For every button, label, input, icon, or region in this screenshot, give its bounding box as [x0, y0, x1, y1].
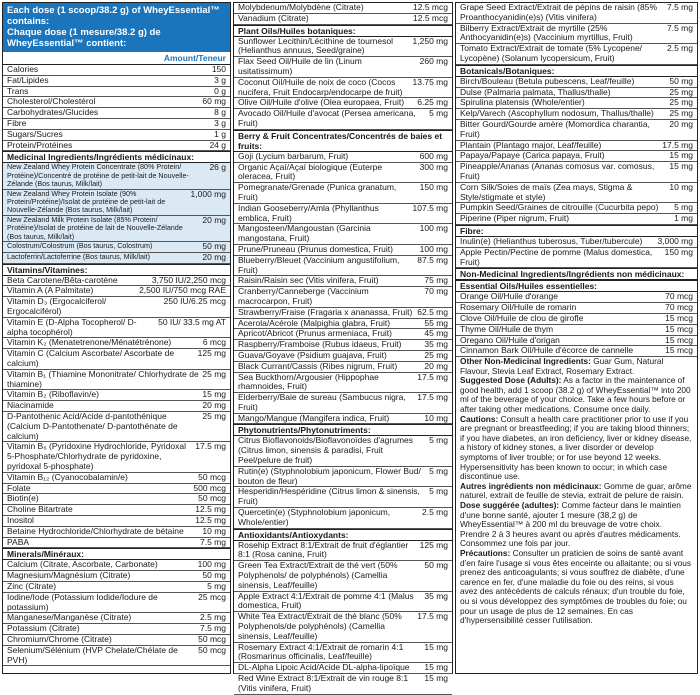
ingredient-row	[234, 592, 452, 613]
ingredient-amount: 25 mg	[669, 86, 693, 97]
ingredient-name: Vitamin D₃ (Ergocalciferol/ Ergocalciférol)	[7, 296, 107, 317]
ingredient-amount: 8 g	[214, 107, 226, 118]
ingredient-amount: 20 mg	[424, 360, 448, 371]
ingredient-row	[3, 527, 230, 538]
ingredient-name: Molybdenum/Molybdène (Citrate)	[238, 2, 364, 12]
ingredient-amount: 17.5 mg	[195, 441, 226, 452]
ingredient-row	[3, 538, 230, 549]
ingredient-row	[456, 77, 697, 88]
ingredient-name: Grape Seed Extract/Extrait de pépins de raisin (85% Proanthocyanidin(e)s) (Vitis vinifera)	[460, 2, 658, 22]
column-1-list	[3, 65, 230, 666]
ingredient-amount: 60 mg	[202, 96, 226, 107]
ingredient-amount: 100 mg	[419, 243, 448, 254]
ingredient-row	[456, 325, 697, 336]
ingredient-name: Vitamin A (A Palmitate)	[7, 285, 94, 296]
ingredient-name: Biotin(e)	[7, 493, 39, 504]
ingredient-amount: 17.5 mg	[417, 371, 448, 382]
ingredient-row	[3, 412, 230, 442]
ingredient-row	[3, 216, 230, 242]
ingredient-row	[3, 130, 230, 141]
ingredient-amount: 15 mg	[202, 389, 226, 400]
ingredient-name: Pineapple/Ananas (Ananas comosus var. comosus, Fruit)	[460, 161, 655, 181]
ingredient-amount: 7.5 mg	[200, 623, 226, 634]
ingredient-amount: 5 mg	[429, 108, 448, 119]
ingredient-amount: 3,750 IU/2,250 mcg	[151, 274, 226, 285]
ingredient-name: Calories	[7, 64, 39, 74]
section-heading: Berry & Fruit Concentrates/Concentrés de baies et fruits:	[234, 130, 452, 152]
ingredient-row	[3, 473, 230, 484]
ingredient-name: Potassium (Citrate)	[7, 623, 80, 634]
ingredient-amount: 62.5 mg	[417, 306, 448, 317]
ingredient-name: Corn Silk/Soies de maïs (Zea mays, Stigma & Style/stigmate et style)	[460, 181, 633, 202]
ingredient-name: Calcium (Citrate, Ascorbate, Carbonate)	[7, 559, 158, 570]
ingredient-name: Sea Buckthorn/Argousier (Hippophae rhamnoides, Fruit)	[238, 371, 379, 392]
ingredient-amount: 5 mg	[429, 435, 448, 446]
ingredient-row	[234, 561, 452, 591]
ingredient-amount: 17.5 mg	[417, 611, 448, 622]
ingredient-row	[3, 190, 230, 216]
ingredient-name: Guava/Goyave (Psidium guajava, Fruit)	[238, 349, 387, 360]
ingredient-name: Beta Carotene/Bêta-carotène	[7, 274, 118, 285]
amount-column-label: Amount/Teneur	[3, 52, 230, 65]
ingredient-amount: 6.25 mg	[417, 97, 448, 108]
ingredient-amount: 15 mcg	[665, 312, 693, 323]
ingredient-name: Vitamin B₂ (Riboflavin/e)	[7, 389, 99, 400]
ingredient-row	[234, 393, 452, 414]
ingredient-amount: 125 mg	[419, 539, 448, 550]
ingredient-amount: 50 mg	[424, 560, 448, 571]
ingredient-name: Thyme Oil/Huile de thym	[460, 323, 554, 334]
ingredient-name: Sugars/Sucres	[7, 128, 63, 139]
ingredient-row	[3, 442, 230, 472]
paragraph-heading: Précautions:	[460, 547, 511, 558]
paragraph-body: Comme facteur dans le maintien d'une bonne santé, ajouter 1 mesure (38,2 g) de WheyEssential™ à 200 ml du breuvage de votre choix. Prendre 2 à 3 heures avant ou après d'autres médicaments. Consommez une fois par jour.	[460, 500, 681, 549]
ingredient-row	[234, 373, 452, 394]
ingredient-amount: 2.5 mg	[200, 612, 226, 623]
ingredient-name: Tomato Extract/Extrait de tomate (5% Lycopene/ Lycopène) (Solanum lycopersicum, Fruit)	[460, 43, 643, 63]
ingredient-row	[456, 44, 697, 65]
column-2	[233, 2, 453, 693]
ingredient-name: Vitamin C (Calcium Ascorbate/ Ascorbate de calcium)	[7, 348, 175, 368]
ingredient-amount: 15 mcg	[665, 334, 693, 345]
ingredient-amount: 25 mg	[202, 410, 226, 421]
directions-paragraph	[456, 549, 697, 626]
ingredient-amount: 20 mg	[202, 214, 226, 225]
ingredient-row	[234, 287, 452, 308]
ingredient-row	[3, 349, 230, 370]
ingredient-amount: 0 g	[214, 85, 226, 96]
ingredient-name: Organic Açaí/Açaí biologique (Euterpe oleracea, Fruit)	[238, 161, 383, 182]
section-heading: Minerals/Minéraux:	[3, 548, 230, 560]
ingredient-amount: 300 mg	[419, 161, 448, 172]
ingredient-amount: 50 mcg	[198, 633, 226, 644]
ingredient-amount: 25 mg	[669, 108, 693, 119]
ingredient-amount: 50 mcg	[198, 471, 226, 482]
ingredient-amount: 5 mg	[207, 580, 226, 591]
ingredient-name: Cranberry/Canneberge (Vaccinium macrocarpon, Fruit)	[238, 286, 369, 306]
ingredient-amount: 100 mg	[197, 559, 226, 570]
ingredient-name: Mangosteen/Mangoustan (Garcinia mangostana, Fruit)	[238, 223, 371, 244]
column-1	[2, 2, 231, 674]
section-heading: Non-Medicinal Ingredients/Ingrédients non médicinaux:	[456, 268, 697, 280]
paragraph-body: As a factor in the maintenance of good health, add 1 scoop (38.2 g) of WheyEssential™ into 200 ml of the beverage of your choice. Take a few hours before or after taking other medications. Consume once daily.	[460, 375, 691, 415]
ingredient-amount: 45 mg	[424, 328, 448, 339]
header-line-english: Each dose (1 scoop/38.2 g) of WheyEssential™ contains:	[7, 5, 220, 27]
ingredient-amount: 70 mg	[424, 286, 448, 297]
ingredient-name: Fibre	[7, 117, 27, 128]
paragraph-heading: Cautions:	[460, 413, 499, 424]
ingredient-row	[234, 204, 452, 225]
paragraph-body: Guar Gum, Natural Flavour, Stevia Leaf Extract, Rosemary Extract.	[460, 356, 664, 376]
ingredient-amount: 20 mg	[669, 118, 693, 129]
ingredient-amount: 15 mg	[424, 641, 448, 652]
ingredient-name: New Zealand Milk Protein Isolate (85% Protein/ Protéine)/Isolat de protéine de lait de Nouvelle-Zélande (Bos taurus, Milk/lait)	[7, 214, 183, 241]
ingredient-amount: 25 mg	[669, 97, 693, 108]
ingredient-amount: 15 mg	[424, 662, 448, 673]
ingredient-name: Raisin/Raisin sec (Vitis vinifera, Fruit)	[238, 275, 379, 286]
ingredient-name: Niacinamide	[7, 400, 54, 411]
ingredient-name: Vitamin B₁₂ (Cyanocobalamin/e)	[7, 471, 128, 482]
ingredient-amount: 260 mg	[419, 56, 448, 67]
ingredient-amount: 3 g	[214, 117, 226, 128]
ingredient-amount: 15 mg	[669, 161, 693, 172]
ingredient-amount: 20 mg	[202, 400, 226, 411]
ingredient-row	[456, 183, 697, 204]
section-heading: Antioxidants/Antioxydants:	[234, 529, 452, 541]
ingredient-name: Bitter Gourd/Gourde amère (Momordica charantia, Fruit)	[460, 118, 650, 139]
ingredient-name: Rosemary Oil/Huile de romarin	[460, 302, 577, 313]
ingredient-amount: 6 mcg	[202, 337, 226, 348]
section-heading: Plant Oils/Huiles botaniques:	[234, 25, 452, 37]
label-header	[3, 3, 230, 52]
ingredient-row	[3, 318, 230, 339]
ingredient-row	[234, 256, 452, 277]
ingredient-name: Zinc (Citrate)	[7, 580, 57, 591]
ingredient-name: Protein/Protéines	[7, 139, 73, 150]
column-3-list	[456, 3, 697, 357]
ingredient-row	[234, 109, 452, 130]
ingredient-amount: 10 mg	[202, 525, 226, 536]
ingredient-row	[234, 674, 452, 695]
ingredient-name: Green Tea Extract/Extrait de thé vert (50% Polyphenols/ de polyphénols) (Camellia sinensis, Leaf/feuille)	[238, 560, 398, 590]
ingredient-name: Betaine Hydrochloride/Chlorhydrate de bétaine	[7, 525, 184, 536]
ingredient-amount: 50 mg	[202, 570, 226, 581]
ingredient-row	[234, 152, 452, 163]
section-heading: Vitamins/Vitamines:	[3, 264, 230, 276]
ingredient-row	[456, 24, 697, 45]
ingredient-amount: 50 mcg	[198, 644, 226, 655]
ingredient-amount: 12.5 mcg	[413, 2, 448, 12]
ingredient-row	[3, 76, 230, 87]
directions-paragraph	[456, 482, 697, 501]
ingredient-row	[234, 78, 452, 99]
ingredient-amount: 500 mcg	[193, 482, 226, 493]
ingredient-name: Lactoferrin/Lactoferrine (Bos taurus, Milk/lait)	[7, 251, 151, 261]
ingredient-amount: 10 mg	[424, 412, 448, 423]
ingredient-row	[3, 297, 230, 318]
ingredient-name: Rosehip Extract 8:1/Extrait de fruit d'églantier 8:1 (Rosa canina, Fruit)	[238, 539, 409, 560]
ingredient-name: Selenium/Sélénium (HVP Chelate/Chélate de PVH)	[7, 644, 178, 665]
ingredient-name: Dulse (Palmaria palmata, Thallus/thalle)	[460, 86, 611, 97]
ingredient-row	[234, 436, 452, 466]
ingredient-row	[3, 646, 230, 667]
ingredient-row	[456, 120, 697, 141]
ingredient-name: Papaya/Papaye (Carica papaya, Fruit)	[460, 150, 605, 161]
ingredient-amount: 50 mg	[202, 241, 226, 252]
ingredient-row	[3, 141, 230, 152]
ingredient-amount: 13.75 mg	[412, 76, 448, 87]
ingredient-row	[3, 370, 230, 391]
ingredient-name: Cholesterol/Cholestérol	[7, 96, 96, 107]
ingredient-row	[3, 253, 230, 264]
ingredient-amount: 12.5 mcg	[413, 12, 448, 23]
ingredient-name: Folate	[7, 482, 31, 493]
ingredient-amount: 50 IU/ 33.5 mg AT	[158, 316, 226, 327]
ingredient-name: Cinnamon Bark Oil/Huile d'écorce de cannelle	[460, 345, 634, 356]
ingredient-name: Vitamin E (D-Alpha Tocopherol/ D-alpha tocophérol)	[7, 316, 137, 337]
ingredient-name: Vanadium (Citrate)	[238, 12, 309, 23]
ingredient-amount: 107.5 mg	[412, 202, 448, 213]
ingredient-amount: 2.5 mg	[667, 43, 693, 54]
ingredient-amount: 20 mg	[202, 251, 226, 262]
ingredient-amount: 1 g	[214, 128, 226, 139]
ingredient-amount: 7.5 mg	[667, 22, 693, 33]
section-heading: Botanicals/Botaniques:	[456, 65, 697, 77]
ingredient-name: Vitamin K₂ (Menatetrenone/Ménatétrénone)	[7, 337, 172, 348]
ingredient-amount: 50 mg	[669, 75, 693, 86]
ingredient-row	[3, 163, 230, 189]
ingredient-name: Choline Bitartrate	[7, 504, 73, 515]
ingredient-name: Acerola/Acérole (Malpighia glabra, Fruit)	[238, 317, 391, 328]
ingredient-amount: 55 mg	[424, 317, 448, 328]
ingredient-amount: 5 mg	[674, 202, 693, 213]
directions-paragraph	[456, 357, 697, 376]
paragraph-body: Gomme de guar, arôme naturel, extrait de feuille de stevia, extrait de pelure de raisin.	[460, 480, 692, 501]
directions-paragraph	[456, 415, 697, 482]
ingredient-amount: 25 mg	[424, 349, 448, 360]
ingredient-name: Sunflower Lecithin/Lécithine de tournesol (Helianthus annuus, Seed/graine)	[238, 35, 393, 56]
ingredient-row	[234, 508, 452, 529]
ingredient-name: Fat/Lipides	[7, 74, 49, 85]
ingredient-amount: 125 mg	[197, 348, 226, 359]
ingredient-name: Kelp/Varech (Ascophyllum nodosum, Thallus/thalle)	[460, 108, 654, 119]
ingredient-name: Spirulina platensis (Whole/entier)	[460, 97, 585, 108]
ingredient-amount: 1 mg	[674, 213, 693, 224]
ingredient-name: Chromium/Chrome (Citrate)	[7, 633, 112, 644]
paragraph-heading: Dose suggérée (adultes):	[460, 500, 560, 511]
directions-paragraph	[456, 501, 697, 549]
ingredient-name: Birch/Bouleau (Betula pubescens, Leaf/feuille)	[460, 75, 635, 86]
column-2-list	[234, 3, 452, 695]
paragraph-body: Consult a health care practitioner prior to use if you are pregnant or breastfeeding; if you are taking blood thinners; if you have diabetes, an iron deficiency, liver or kidney disease, a history of kidney stones, a liver disorder or develop symptoms of liver trouble; or for use beyond 12 weeks. Hypersensitivity has been known to occur; in which case discontinue use.	[460, 413, 692, 482]
paragraph-heading: Autres ingrédients non médicinaux:	[460, 480, 602, 491]
ingredient-row	[234, 224, 452, 245]
ingredient-name: Citrus Bioflavonoids/Bioflavonoïdes d'agrumes (Citrus limon, sinensis & paradisi, Fruit Peel/pelure de fruit)	[238, 435, 414, 466]
ingredient-name: Orange Oil/Huile d'orange	[460, 291, 559, 302]
ingredient-name: Elderberry/Baie de sureau (Sambucus nigra, Fruit)	[238, 392, 406, 412]
ingredient-amount: 15 mg	[424, 673, 448, 684]
ingredient-row	[234, 57, 452, 78]
ingredient-name: PABA	[7, 536, 30, 547]
ingredient-name: Red Wine Extract 8:1/Extrait de vin rouge 8:1 (Vitis vinifera, Fruit)	[238, 673, 409, 693]
ingredient-row	[234, 37, 452, 58]
ingredient-name: Avocado Oil/Huile d'avocat (Persea americana, Fruit)	[238, 108, 416, 128]
ingredient-row	[456, 162, 697, 183]
ingredient-amount: 10 mg	[669, 181, 693, 192]
section-heading: Medicinal Ingredients/Ingrédients médicinaux:	[3, 151, 230, 163]
ingredient-amount: 75 mg	[424, 275, 448, 286]
ingredient-name: Hesperidin/Hespéridine (Citrus limon & sinensis, Fruit)	[238, 486, 420, 507]
paragraph-body: Consulter un praticien de soins de santé avant d'en faire l'usage si vous êtes enceinte ou allaitante; ou si vous prenez des anticoagulants; si vous souffrez de diabète, d'une carence en fer, d'une maladie du foie ou des reins, si vous avez des antécédents de calculs rénaux; d'un trouble du foie, ou si vous développez des symptômes de troubles du foie; ou pour un usage de plus de 12 semaines. En cas d'hypersensibilité cesser l'utilisation.	[460, 547, 692, 626]
ingredient-name: Strawberry/Fraise (Fragaria x ananassa, Fruit)	[238, 306, 413, 317]
ingredient-name: Prune/Pruneau (Prunus domestica, Fruit)	[238, 243, 393, 254]
ingredient-row	[3, 108, 230, 119]
directions-text	[456, 357, 697, 626]
ingredient-name: Colostrum/Colostrum (Bos taurus, Colostrum)	[7, 241, 153, 251]
ingredient-name: Inositol	[7, 514, 34, 525]
ingredient-amount: 15 mcg	[665, 323, 693, 334]
ingredient-name: Indian Gooseberry/Amla (Phyllanthus emblica, Fruit)	[238, 202, 379, 223]
ingredient-name: D-Pantothenic Acid/Acide d-pantothénique (Calcium D-Pantothenate/ D-pantothénate de calcium)	[7, 410, 178, 441]
ingredient-row	[234, 541, 452, 562]
ingredient-amount: 2,500 IU/750 mcg RAE	[139, 285, 226, 296]
ingredient-row	[234, 308, 452, 319]
ingredient-row	[234, 183, 452, 204]
ingredient-amount: 15 mg	[669, 150, 693, 161]
ingredient-row	[234, 414, 452, 425]
paragraph-heading: Suggested Dose (Adults):	[460, 375, 562, 386]
ingredient-amount: 250 IU/6.25 mcg	[163, 296, 226, 307]
ingredient-name: Rutin(e) (Styphnolobium japonicum, Flower Bud/ bouton de fleur)	[238, 465, 421, 486]
ingredient-amount: 17.5 mg	[417, 392, 448, 403]
ingredient-name: Olive Oil/Huile d'olive (Olea europaea, Fruit)	[238, 97, 405, 108]
ingredient-name: Piperine (Piper nigrum, Fruit)	[460, 213, 570, 224]
section-heading: Essential Oils/Huiles essentielles:	[456, 280, 697, 292]
ingredient-amount: 87.5 mg	[417, 254, 448, 265]
ingredient-name: Rosemary Extract 4:1/Extrait de romarin 4:1 (Rosmarinus officinalis, Leaf/feuille)	[238, 641, 404, 662]
ingredient-name: Coconut Oil/Huile de noix de coco (Cocos nucifera, Fruit Endocarp/endocarpe de fruit)	[238, 76, 403, 97]
section-heading: Fibre:	[456, 225, 697, 237]
ingredient-amount: 1,250 mg	[412, 35, 448, 46]
ingredient-name: Pomegranate/Grenade (Punica granatum, Fruit)	[238, 182, 397, 202]
ingredient-amount: 50 mcg	[198, 493, 226, 504]
ingredient-row	[234, 14, 452, 25]
ingredient-amount: 5 mg	[429, 486, 448, 497]
ingredient-amount: 3,000 mg	[657, 235, 693, 246]
ingredient-row	[234, 643, 452, 664]
ingredient-name: Pumpkin Seed/Graines de citrouille (Cucurbita pepo)	[460, 202, 659, 213]
ingredient-amount: 35 mg	[424, 590, 448, 601]
ingredient-amount: 150	[211, 64, 226, 74]
ingredient-amount: 2.5 mg	[422, 507, 448, 518]
ingredient-name: DL-Alpha Lipoic Acid/Acide DL-alpha-lipoïque	[238, 662, 410, 673]
column-3	[455, 2, 698, 674]
ingredient-name: Oregano Oil/Huile d'origan	[460, 334, 560, 345]
ingredient-name: Raspberry/Framboise (Rubus idaeus, Fruit)	[238, 339, 402, 350]
ingredient-amount: 15 mcg	[665, 345, 693, 356]
ingredient-amount: 12.5 mg	[195, 514, 226, 525]
ingredient-amount: 150 mg	[419, 182, 448, 193]
ingredient-name: Blueberry/Bleuet (Vaccinium angustifolium, Fruit)	[238, 254, 400, 275]
ingredient-amount: 25 mcg	[198, 591, 226, 602]
ingredient-name: Goji (Lycium barbarum, Fruit)	[238, 150, 349, 161]
section-heading: Phytonutrients/Phytonutriments:	[234, 424, 452, 436]
ingredient-name: Trans	[7, 85, 29, 96]
ingredient-row	[234, 467, 452, 488]
ingredient-row	[234, 612, 452, 642]
ingredient-row	[234, 362, 452, 373]
ingredient-amount: 3 g	[214, 74, 226, 85]
ingredient-amount: 25 mg	[202, 368, 226, 379]
ingredient-amount: 24 g	[209, 139, 226, 150]
ingredient-amount: 17.5 mg	[662, 139, 693, 150]
ingredient-amount: 7.5 mg	[667, 2, 693, 12]
ingredient-name: Inulin(e) (Helianthus tuberosus, Tuber/tubercule)	[460, 235, 643, 246]
ingredient-row	[234, 487, 452, 508]
ingredient-name: White Tea Extract/Extrait de thé blanc (50% Polyphenols/de polyphénols) (Camellia sinensis, Leaf/feuille)	[238, 611, 402, 641]
ingredient-name: Clove Oil/Huile de clou de girofle	[460, 312, 584, 323]
ingredient-name: Plantain (Plantago major, Leaf/feuille)	[460, 139, 602, 150]
header-line-french: Chaque dose (1 mesure/38.2 g) de WheyEssential™ contient:	[7, 27, 161, 49]
ingredient-name: New Zealand Whey Protein Concentrate (80% Protein/ Protéine)/Concentré de protéine de petit-lait de Nouvelle-Zélande (Bos taurus, Milk/lait)	[7, 162, 189, 189]
ingredient-name: Bilberry Extract/Extrait de myrtille (25% Anthocyanidin(e)s) (Vaccinium myrtillus, Fruit)	[460, 22, 633, 43]
ingredient-amount: 150 mg	[664, 246, 693, 257]
ingredient-name: Carbohydrates/Glucides	[7, 107, 99, 118]
ingredient-amount: 7.5 mg	[200, 536, 226, 547]
ingredient-name: Apple Extract 4:1/Extrait de pomme 4:1 (Malus domestica, Fruit)	[238, 590, 414, 611]
ingredient-row	[456, 248, 697, 269]
ingredient-name: Apple Pectin/Pectine de pomme (Malus domestica, Fruit)	[460, 246, 653, 267]
ingredient-row	[456, 214, 697, 225]
ingredient-name: Apricot/Abricot (Prunus armeniaca, Fruit)	[238, 328, 392, 339]
ingredient-amount: 1,000 mg	[190, 188, 226, 199]
ingredient-row	[234, 163, 452, 184]
ingredient-name: Quercetin(e) (Styphnolobium japonicum, Whole/entier)	[238, 507, 391, 527]
ingredient-amount: 100 mg	[419, 223, 448, 234]
ingredient-name: Vitamin B₁ (Thiamine Mononitrate/ Chlorhydrate de thiamine)	[7, 368, 199, 389]
ingredient-amount: 12.5 mg	[195, 504, 226, 515]
ingredient-name: Iodine/Iode (Potassium Iodide/Iodure de potassium)	[7, 591, 158, 612]
ingredient-name: Black Currant/Cassis (Ribes nigrum, Fruit)	[238, 360, 398, 371]
ingredient-name: Manganese/Manganèse (Citrate)	[7, 612, 132, 623]
ingredient-name: New Zealand Whey Protein Isolate (90% Protein/Protéine)/Isolat de protéine de petit-lait de Nouvelle-Zélande (Bos taurus, Milk/lait)	[7, 188, 166, 215]
ingredient-amount: 35 mg	[424, 339, 448, 350]
ingredient-amount: 5 mg	[429, 465, 448, 476]
ingredient-amount: 70 mcg	[665, 291, 693, 302]
ingredient-name: Flax Seed Oil/Huile de lin (Linum usitatissimum)	[238, 56, 362, 76]
ingredient-row	[3, 593, 230, 614]
ingredient-row	[456, 3, 697, 24]
ingredient-amount: 600 mg	[419, 150, 448, 161]
paragraph-heading: Other Non-Medicinal Ingredients:	[460, 356, 591, 367]
ingredient-name: Mango/Mangue (Mangifera indica, Fruit)	[238, 412, 390, 423]
ingredient-amount: 26 g	[209, 162, 226, 173]
ingredient-name: Magnesium/Magnésium (Citrate)	[7, 570, 131, 581]
ingredient-name: Vitamin B₆ (Pyridoxine Hydrochloride, Pyridoxal 5-Phosphate/Chlorhydrate de pyridoxine, pyridoxal 5-phosphate)	[7, 441, 187, 471]
directions-paragraph	[456, 376, 697, 414]
ingredient-amount: 70 mcg	[665, 302, 693, 313]
